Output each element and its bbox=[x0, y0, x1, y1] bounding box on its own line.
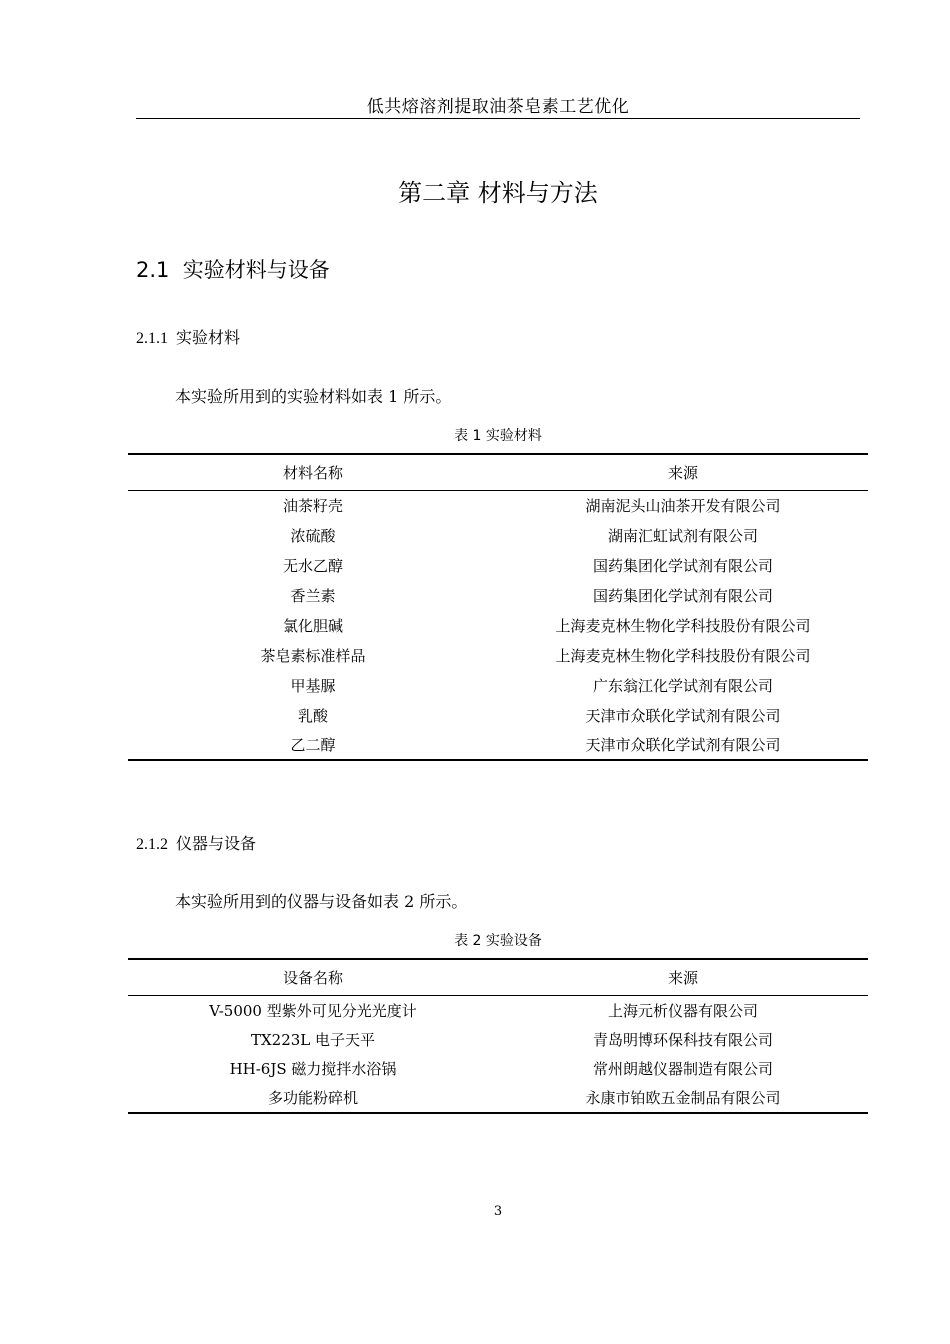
chapter-title: 第二章 材料与方法 bbox=[398, 179, 598, 207]
source-cell: 青岛明博环保科技有限公司 bbox=[592, 1030, 773, 1049]
table-row bbox=[128, 995, 868, 1025]
table-2-caption: 表 2 实验设备 bbox=[454, 933, 542, 949]
column-header-source: 来源 bbox=[498, 454, 868, 490]
section-title: 实验材料与设备 bbox=[182, 258, 330, 282]
paragraph-materials-intro: 本实验所用到的实验材料如表 1 所示。 bbox=[175, 387, 452, 406]
page-number: 3 bbox=[493, 1204, 503, 1219]
source-cell: 广东翁江化学试剂有限公司 bbox=[592, 676, 773, 695]
equipment-name-cell: V-5000 型紫外可见分光光度计 bbox=[209, 1001, 417, 1020]
table-row bbox=[128, 700, 868, 730]
material-name-cell: 无水乙醇 bbox=[282, 556, 343, 575]
column-header-material-name: 材料名称 bbox=[128, 454, 498, 490]
materials-table bbox=[128, 453, 868, 761]
material-name-cell: 甲基脲 bbox=[290, 676, 336, 695]
subsection-number: 2.1.2 bbox=[136, 836, 168, 853]
equipment-name-cell: TX223L 电子天平 bbox=[250, 1030, 376, 1049]
column-header-equipment-name: 设备名称 bbox=[128, 959, 498, 995]
source-cell: 上海元析仪器有限公司 bbox=[607, 1001, 758, 1020]
source-cell: 湖南泥头山油茶开发有限公司 bbox=[585, 496, 781, 515]
material-name-cell: 氯化胆碱 bbox=[282, 616, 343, 635]
table-row bbox=[128, 520, 868, 550]
material-name-cell: 浓硫酸 bbox=[290, 526, 336, 545]
subsection-title: 仪器与设备 bbox=[176, 834, 257, 853]
table-row bbox=[128, 610, 868, 640]
paragraph-equipment-intro: 本实验所用到的仪器与设备如表 2 所示。 bbox=[175, 892, 468, 911]
subsection-number: 2.1.1 bbox=[136, 330, 168, 347]
source-cell: 天津市众联化学试剂有限公司 bbox=[585, 706, 781, 725]
table-row bbox=[128, 640, 868, 670]
source-cell: 上海麦克林生物化学科技股份有限公司 bbox=[555, 646, 811, 665]
equipment-table bbox=[128, 958, 868, 1114]
source-cell: 常州朗越仪器制造有限公司 bbox=[592, 1060, 773, 1079]
section-number: 2.1 bbox=[136, 258, 170, 282]
table-header-row bbox=[128, 454, 868, 490]
table-row bbox=[128, 1084, 868, 1114]
subsection-heading-2-1-1 bbox=[136, 325, 240, 348]
source-cell: 湖南汇虹试剂有限公司 bbox=[607, 526, 758, 545]
equipment-name-cell: HH-6JS 磁力搅拌水浴锅 bbox=[229, 1060, 397, 1079]
table-row bbox=[128, 1054, 868, 1084]
material-name-cell: 茶皂素标准样品 bbox=[260, 646, 366, 665]
subsection-title: 实验材料 bbox=[176, 328, 241, 347]
table-row bbox=[128, 580, 868, 610]
source-cell: 上海麦克林生物化学科技股份有限公司 bbox=[555, 616, 811, 635]
column-header-source: 来源 bbox=[498, 959, 868, 995]
material-name-cell: 香兰素 bbox=[290, 586, 336, 605]
table-1-caption: 表 1 实验材料 bbox=[454, 428, 542, 444]
source-cell: 国药集团化学试剂有限公司 bbox=[592, 556, 773, 575]
header-rule bbox=[136, 118, 860, 119]
section-heading-2-1 bbox=[136, 254, 330, 284]
table-row bbox=[128, 550, 868, 580]
source-cell: 国药集团化学试剂有限公司 bbox=[592, 586, 773, 605]
source-cell: 永康市铂欧五金制品有限公司 bbox=[498, 1084, 868, 1114]
material-name-cell: 乳酸 bbox=[297, 706, 328, 725]
material-name-cell: 油茶籽壳 bbox=[282, 496, 343, 515]
table-row bbox=[128, 730, 868, 760]
source-cell: 天津市众联化学试剂有限公司 bbox=[498, 730, 868, 760]
running-header: 低共熔溶剂提取油茶皂素工艺优化 bbox=[366, 97, 630, 117]
table-row bbox=[128, 1025, 868, 1055]
equipment-name-cell: 多功能粉碎机 bbox=[128, 1084, 498, 1114]
table-row bbox=[128, 670, 868, 700]
table-row bbox=[128, 490, 868, 520]
table-header-row bbox=[128, 959, 868, 995]
material-name-cell: 乙二醇 bbox=[128, 730, 498, 760]
subsection-heading-2-1-2 bbox=[136, 831, 256, 854]
